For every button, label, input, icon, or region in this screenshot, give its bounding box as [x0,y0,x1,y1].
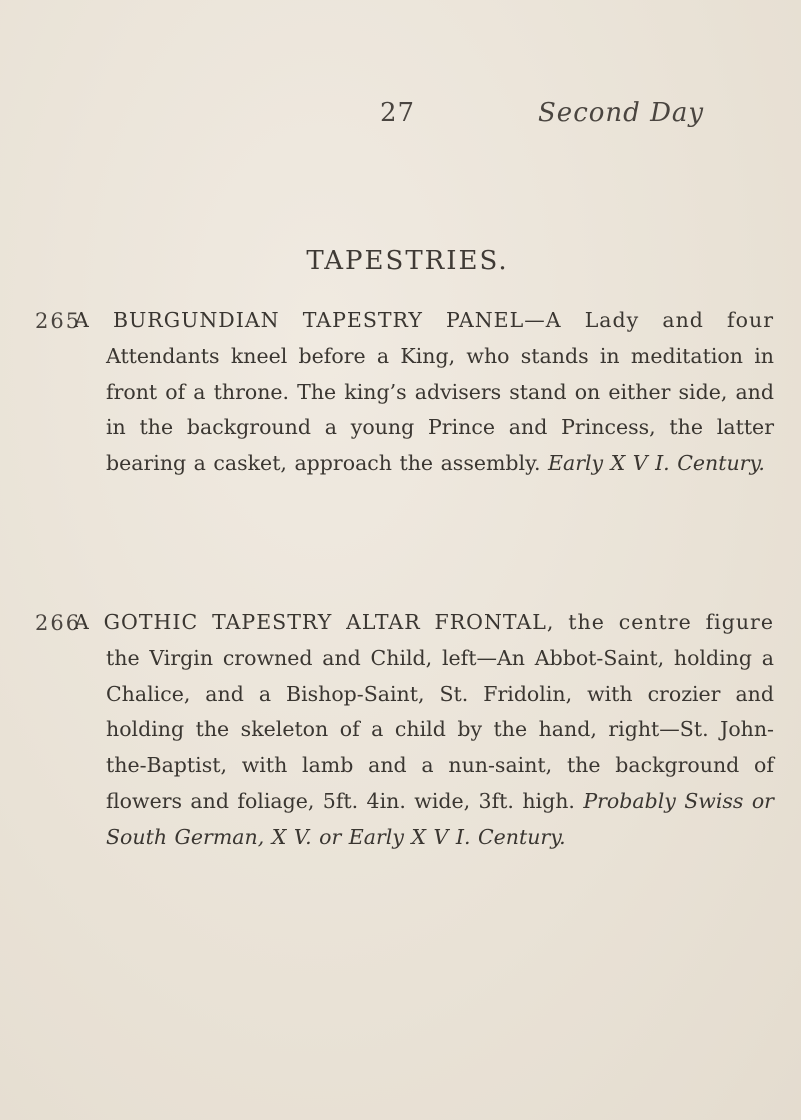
page-number: 27 [380,98,416,128]
lot-heading: A BURGUNDIAN TAPESTRY PANEL—A Lady and four [74,308,774,332]
day-label: Second Day [538,98,705,128]
lot-body-text: Attendants kneel before a King, who stands in meditation in front of a throne. The king’s advisers stand on either side, and in the background a young Prince and Princess, the latter bearing a casket, approach the assembly. [106,343,774,476]
lot-description [74,303,774,482]
lot-body-text: the Virgin crowned and Child, left—An Abbot-Saint, holding a Chalice, and a Bishop-Saint, St. Fridolin, with crozier and holding the skeleton of a child by the hand, right—St. John-the-Baptist, with lamb and a nun-saint, the background of flowers and foliage, 5ft. 4in. wide, 3ft. high. [106,645,774,813]
lot-body [74,339,774,482]
lot-number: 266 [35,611,82,635]
lot-period: Probably Swiss or South German, X V. or Early X V I. Century. [106,788,774,849]
lot-number: 265 [35,309,82,333]
lot-body [74,641,774,856]
lot-heading: A GOTHIC TAPESTRY ALTAR FRONTAL, the centre figure [74,610,774,634]
running-head [0,98,801,138]
section-title: TAPESTRIES. [306,246,509,276]
lot-description [74,605,774,856]
lot-period: Early X V I. Century. [548,451,765,476]
